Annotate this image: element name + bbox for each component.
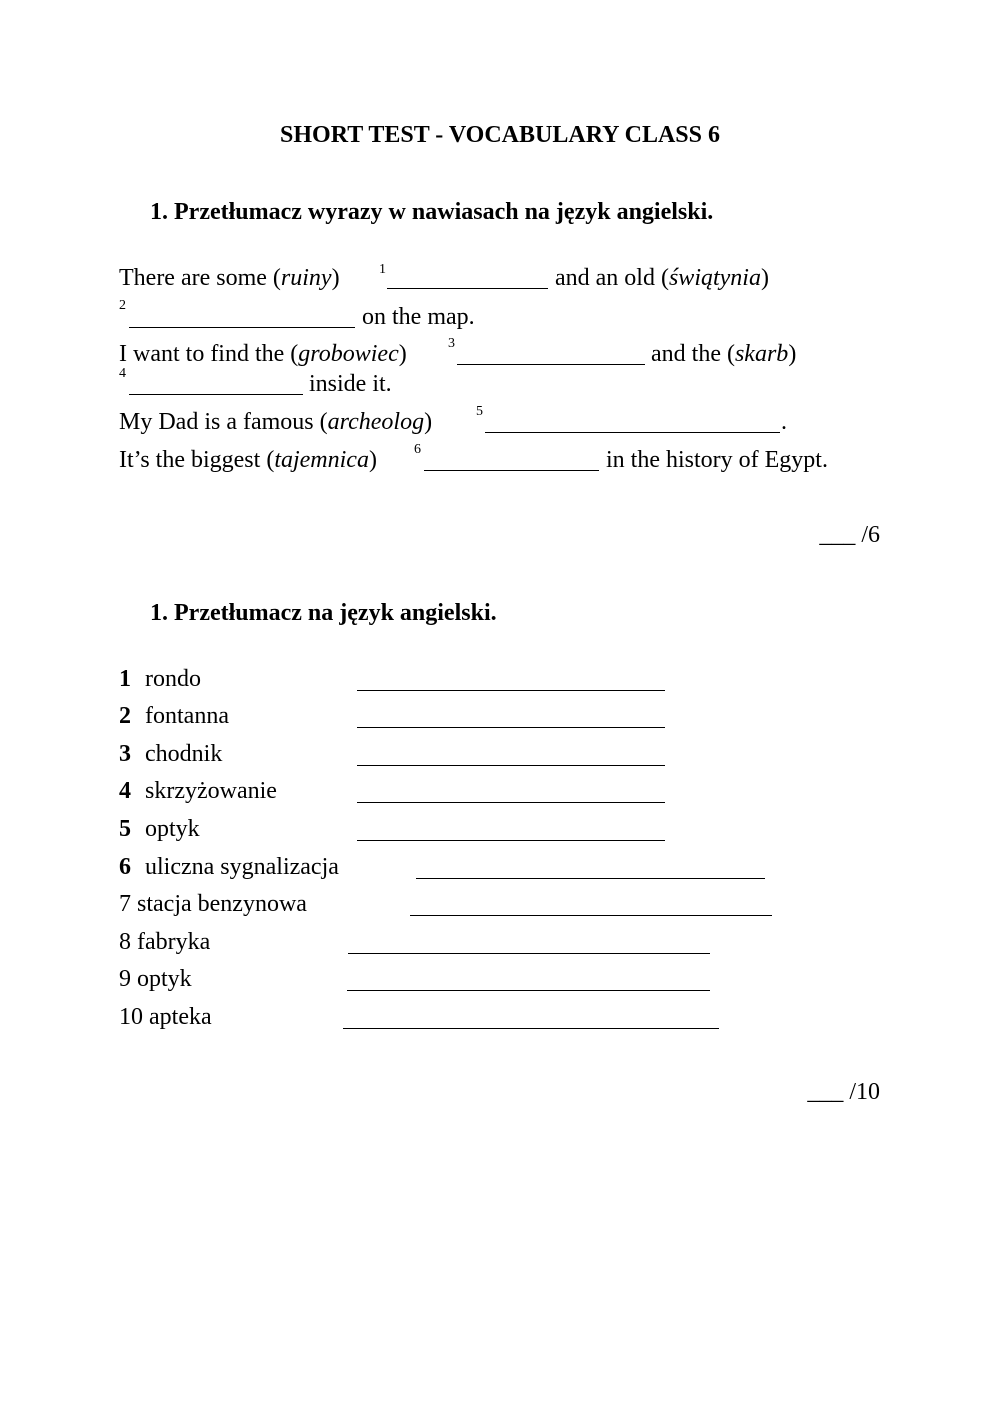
list-item: 1 rondo <box>119 666 201 692</box>
answer-line-4[interactable] <box>357 802 665 803</box>
answer-blank-5[interactable] <box>485 432 780 433</box>
word-skarb: skarb <box>734 341 789 367</box>
answer-line-9[interactable] <box>347 990 710 991</box>
word-archeolog: archeolog <box>327 409 425 435</box>
gap-number-3: 3 <box>448 336 455 351</box>
answer-blank-1[interactable] <box>387 288 548 289</box>
section2-heading: 1. Przetłumacz na język angielski. <box>150 600 497 626</box>
list-item: 7 stacja benzynowa <box>119 891 307 917</box>
answer-line-7[interactable] <box>410 915 772 916</box>
sentence-line-1: There are some (ruiny) <box>119 265 340 291</box>
sentence-line-2: on the map. <box>362 304 475 330</box>
list-item: 6 uliczna sygnalizacja <box>119 854 339 880</box>
sentence-line-6: It’s the biggest (tajemnica) <box>119 447 377 473</box>
answer-line-10[interactable] <box>343 1028 719 1029</box>
list-item: 10 apteka <box>119 1004 212 1030</box>
word-swiatynia: świątynia <box>668 265 761 291</box>
word-ruiny: ruiny <box>280 265 332 291</box>
word-grobowiec: grobowiec <box>298 341 399 367</box>
answer-blank-2[interactable] <box>129 327 355 328</box>
gap-number-5: 5 <box>476 404 483 419</box>
list-item: 2 fontanna <box>119 703 229 729</box>
page-title: SHORT TEST - VOCABULARY CLASS 6 <box>280 122 720 148</box>
sentence-line-5: My Dad is a famous (archeolog) <box>119 409 433 435</box>
list-item: 4 skrzyżowanie <box>119 778 277 804</box>
answer-line-8[interactable] <box>348 953 710 954</box>
list-item: 3 chodnik <box>119 741 223 767</box>
list-item: 9 optyk <box>119 966 192 992</box>
gap-number-1: 1 <box>379 262 386 277</box>
list-item: 5 optyk <box>119 816 200 842</box>
section1-score: ___ /6 <box>819 522 880 548</box>
sentence-line-3: I want to find the (grobowiec) <box>119 341 407 367</box>
gap-number-2: 2 <box>119 298 126 313</box>
list-item: 8 fabryka <box>119 929 211 955</box>
answer-line-6[interactable] <box>416 878 765 879</box>
gap-number-6: 6 <box>414 442 421 457</box>
answer-line-2[interactable] <box>357 727 665 728</box>
answer-line-1[interactable] <box>357 690 665 691</box>
answer-blank-6[interactable] <box>424 470 599 471</box>
answer-blank-4[interactable] <box>129 394 303 395</box>
answer-blank-3[interactable] <box>457 364 645 365</box>
section2-score: ___ /10 <box>807 1079 880 1105</box>
word-tajemnica: tajemnica <box>274 447 369 473</box>
sentence-line-4: inside it. <box>309 371 392 397</box>
gap-number-4: 4 <box>119 366 126 381</box>
answer-line-3[interactable] <box>357 765 665 766</box>
answer-line-5[interactable] <box>357 840 665 841</box>
section1-heading: 1. Przetłumacz wyrazy w nawiasach na język angielski. <box>150 199 714 225</box>
